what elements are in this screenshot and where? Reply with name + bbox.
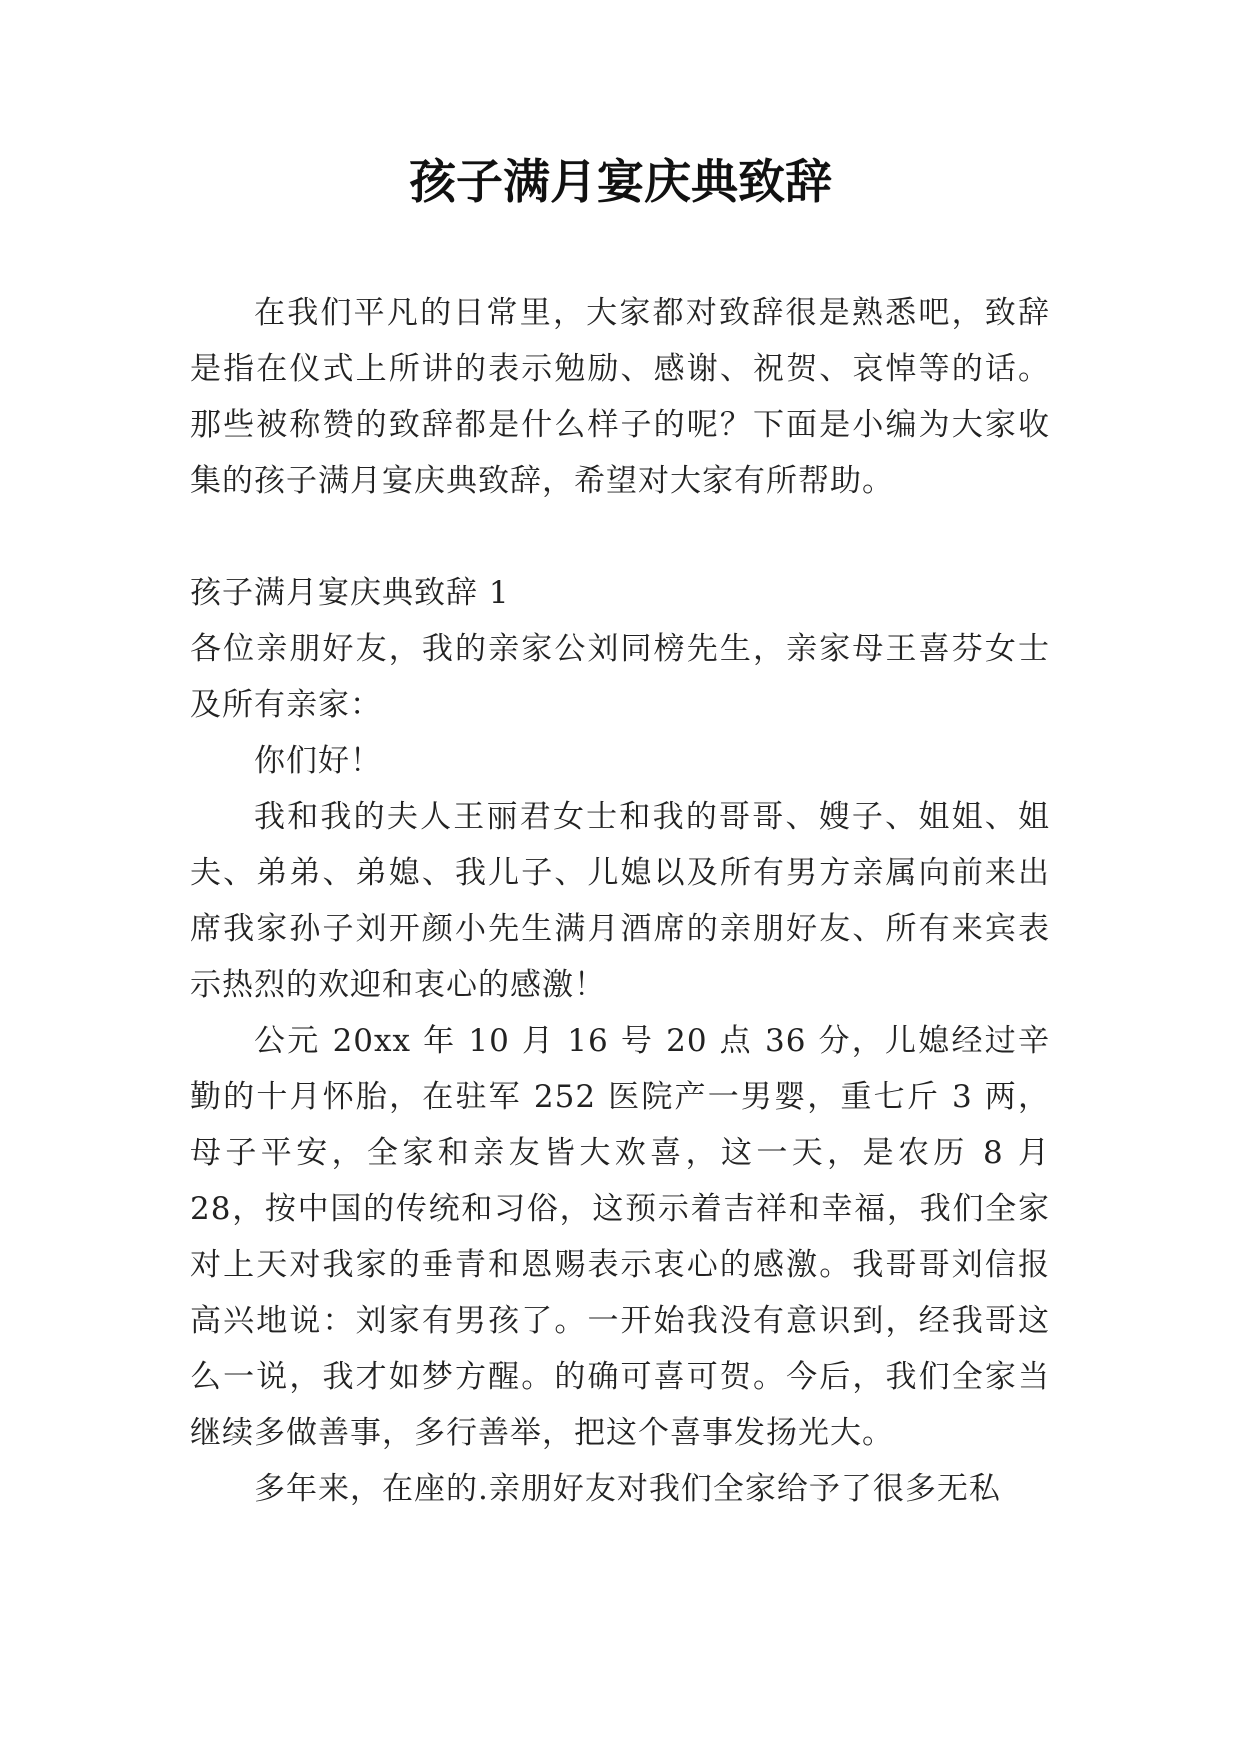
document-body — [190, 285, 1050, 1517]
body-paragraph-2: 公元 20xx 年 10 月 16 号 20 点 36 分，儿媳经过辛勤的十月怀胎，在驻军 252 医院产一男婴，重七斤 3 两，母子平安，全家和亲友皆大欢喜，这一天，是农历 8 月 28，按中国的传统和习俗，这预示着吉祥和幸福，我们全家对上天对我家的垂青和恩赐表示衷心的感激。我哥哥刘信报高兴地说：刘家有男孩了。一开始我没有意识到，经我哥这么一说，我才如梦方醒。的确可喜可贺。今后，我们全家当继续多做善事，多行善举，把这个喜事发扬光大。 — [190, 1023, 1050, 1451]
document-title: 孩子满月宴庆典致辞 — [409, 155, 832, 210]
intro-paragraph: 在我们平凡的日常里，大家都对致辞很是熟悉吧，致辞是指在仪式上所讲的表示勉励、感谢、祝贺、哀悼等的话。那些被称赞的致辞都是什么样子的呢？下面是小编为大家收集的孩子满月宴庆典致辞，希望对大家有所帮助。 — [190, 295, 1050, 499]
body-paragraph-1: 我和我的夫人王丽君女士和我的哥哥、嫂子、姐姐、姐夫、弟弟、弟媳、我儿子、儿媳以及所有男方亲属向前来出席我家孙子刘开颜小先生满月酒席的亲朋好友、所有来宾表示热烈的欢迎和衷心的感激！ — [190, 799, 1050, 1003]
section-heading: 孩子满月宴庆典致辞 1 — [190, 575, 510, 611]
salutation-paragraph: 各位亲朋好友，我的亲家公刘同榜先生，亲家母王喜芬女士及所有亲家： — [190, 631, 1050, 723]
greeting-paragraph: 你们好！ — [254, 743, 382, 779]
body-paragraph-3: 多年来，在座的.亲朋好友对我们全家给予了很多无私 — [254, 1471, 1001, 1507]
